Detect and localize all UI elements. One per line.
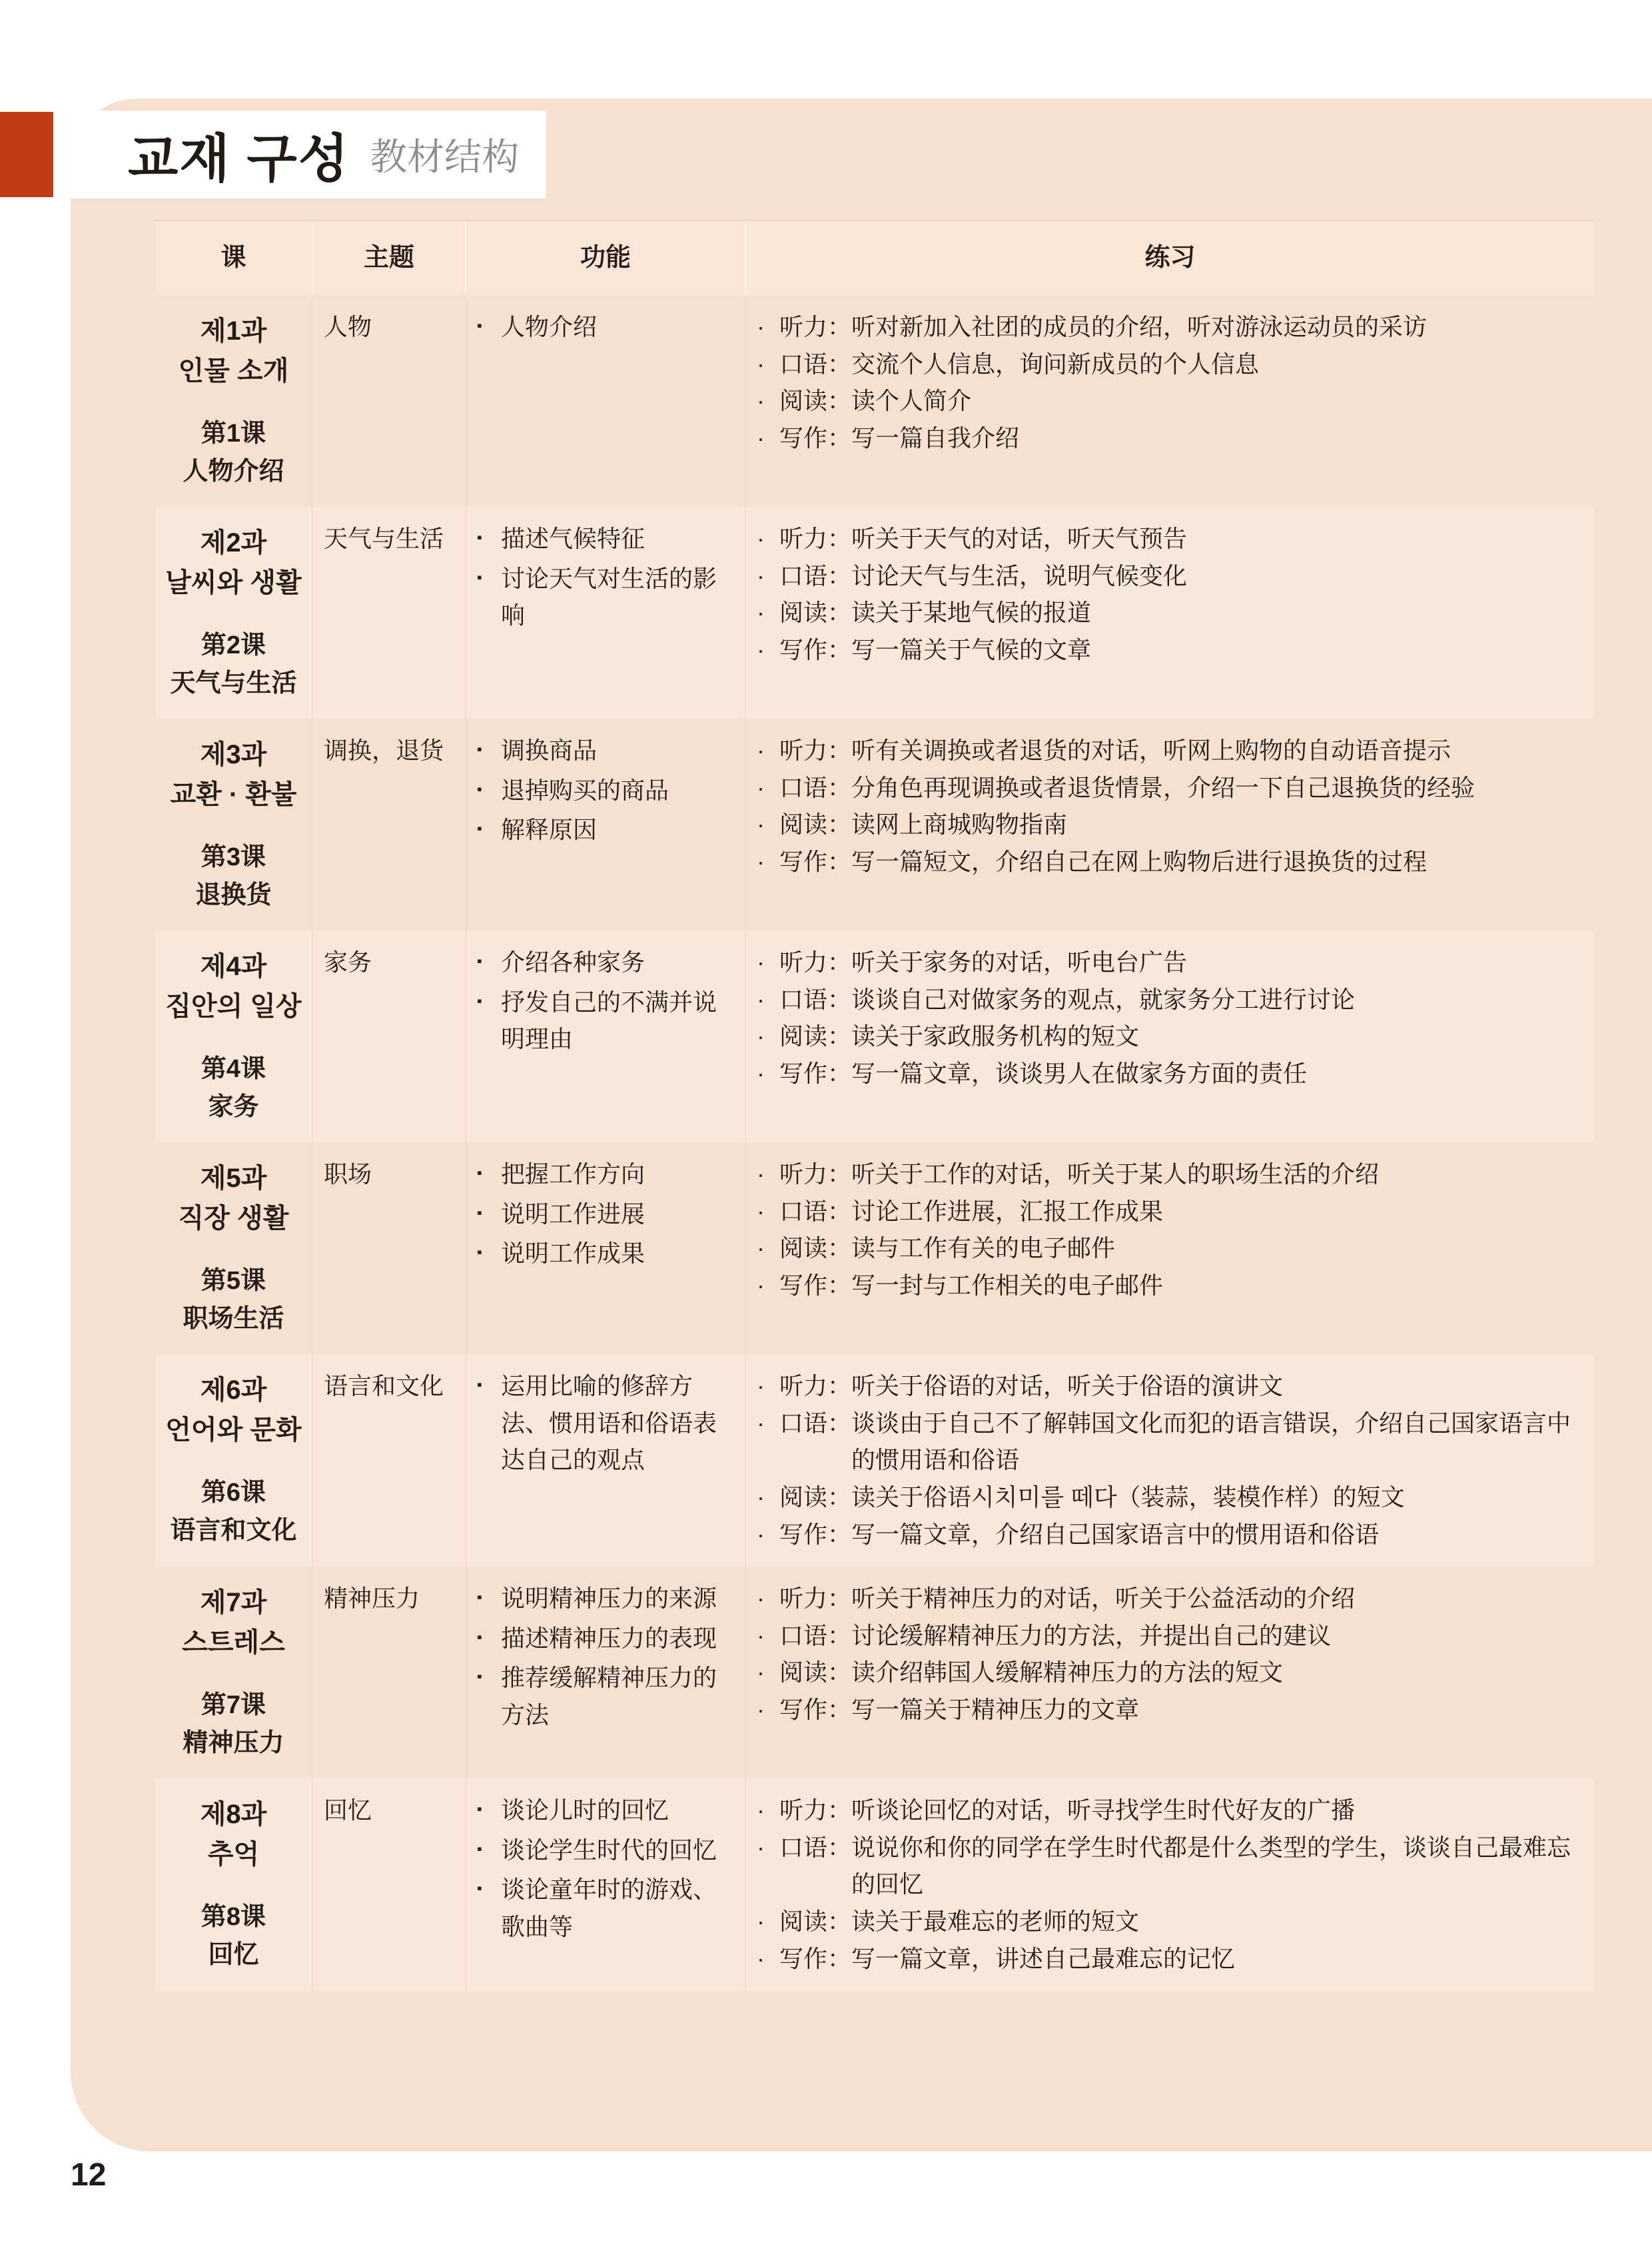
lesson-title-korean	[165, 1370, 301, 1450]
dot-bullet-icon: ·	[757, 1409, 765, 1437]
lesson-title-korean	[201, 1794, 267, 1874]
lesson-ko-line: 교환 · 환불	[170, 779, 297, 809]
square-bullet-icon: ▪	[477, 740, 482, 757]
function-item: ▪ 讨论天气对生活的影响	[477, 560, 734, 635]
dot-bullet-icon: ·	[757, 1197, 765, 1225]
dot-bullet-icon: ·	[757, 1659, 765, 1686]
exercise-description: 写一篇关于精神压力的文章	[851, 1696, 1140, 1724]
function-item: ▪ 谈论童年时的游戏、歌曲等	[477, 1871, 734, 1946]
exercise-item	[757, 732, 1583, 769]
exercise-item	[757, 1903, 1583, 1940]
exercise-item	[757, 308, 1583, 346]
exercise-description: 写一篇自我介绍	[851, 424, 1020, 452]
topic-cell: 天气与生活	[313, 507, 466, 719]
table-row	[155, 1778, 1594, 1991]
function-item: ▪ 人物介绍	[477, 308, 734, 346]
lesson-title-korean	[179, 311, 289, 391]
column-header-1: 主题	[313, 221, 466, 295]
square-bullet-icon: ▪	[477, 820, 482, 837]
exercise-item	[757, 1617, 1583, 1655]
table-row	[155, 295, 1594, 507]
lesson-ko-line: 제6과	[200, 1375, 267, 1405]
exercise-description: 听有关调换或者退货的对话，听网上购物的自动语音提示	[851, 736, 1451, 764]
exercise-skill-label: 听力：	[779, 948, 852, 976]
exercises-cell	[746, 1354, 1594, 1567]
lesson-cell	[155, 295, 313, 507]
exercise-item	[757, 594, 1583, 631]
exercise-item	[757, 981, 1583, 1018]
exercise-item	[757, 1792, 1583, 1829]
lesson-zh-line: 第2课	[201, 631, 266, 659]
function-item: ▪ 说明精神压力的来源	[477, 1580, 734, 1617]
exercise-description: 读介绍韩国人缓解精神压力的方法的短文	[851, 1659, 1284, 1686]
lesson-ko-line: 날씨와 생활	[165, 567, 302, 597]
dot-bullet-icon: ·	[757, 1945, 765, 1973]
functions-cell	[466, 507, 746, 719]
lesson-ko-line: 스트레스	[182, 1627, 285, 1657]
dot-bullet-icon: ·	[757, 1521, 765, 1549]
exercise-description: 听对新加入社团的成员的介绍，听对游泳运动员的采访	[851, 312, 1428, 340]
exercise-skill-label: 阅读：	[779, 599, 852, 627]
dot-bullet-icon: ·	[757, 1908, 765, 1936]
square-bullet-icon: ▪	[477, 568, 482, 585]
table-row	[155, 931, 1594, 1142]
exercises-cell	[746, 1142, 1594, 1354]
lesson-zh-line: 职场生活	[183, 1304, 284, 1333]
topic-cell: 回忆	[313, 1778, 466, 1991]
dot-bullet-icon: ·	[757, 599, 765, 627]
dot-bullet-icon: ·	[757, 636, 765, 664]
lesson-title-chinese	[183, 1262, 284, 1338]
exercise-skill-label: 写作：	[779, 1696, 852, 1724]
lesson-title-chinese	[183, 1686, 284, 1762]
exercise-skill-label: 写作：	[779, 1272, 852, 1300]
lesson-ko-line: 제1과	[200, 316, 267, 346]
lesson-ko-line: 언어와 문화	[165, 1415, 302, 1445]
function-item: ▪ 谈论学生时代的回忆	[477, 1832, 734, 1869]
dot-bullet-icon: ·	[757, 736, 765, 764]
square-bullet-icon: ▪	[477, 992, 482, 1009]
exercise-description: 听关于工作的对话，听关于某人的职场生活的介绍	[851, 1160, 1380, 1188]
lesson-ko-line: 직장 생활	[178, 1203, 289, 1233]
exercise-item	[757, 1055, 1583, 1092]
lesson-zh-line: 第5课	[201, 1266, 266, 1295]
square-bullet-icon: ▪	[477, 1880, 482, 1897]
exercise-description: 写一篇关于气候的文章	[851, 636, 1092, 664]
lesson-zh-line: 精神压力	[183, 1728, 284, 1757]
exercise-item	[757, 346, 1583, 383]
exercise-item	[757, 1516, 1583, 1553]
function-item: ▪ 谈论儿时的回忆	[477, 1792, 734, 1829]
exercise-description: 听关于精神压力的对话，听关于公益活动的介绍	[851, 1584, 1356, 1612]
lesson-cell	[155, 931, 313, 1142]
exercise-description: 听关于俗语的对话，听关于俗语的演讲文	[851, 1371, 1284, 1399]
exercise-skill-label: 口语：	[779, 1197, 852, 1225]
function-item: ▪ 调换商品	[477, 732, 734, 769]
exercise-item	[757, 1829, 1583, 1904]
functions-cell	[466, 719, 746, 931]
lesson-title-chinese	[201, 1050, 266, 1126]
exercise-skill-label: 写作：	[779, 1945, 852, 1973]
topic-cell: 语言和文化	[313, 1354, 466, 1567]
lesson-zh-line: 第6课	[201, 1479, 266, 1507]
exercise-skill-label: 听力：	[779, 1796, 852, 1824]
topic-cell: 精神压力	[313, 1567, 466, 1778]
lesson-ko-line: 제7과	[200, 1587, 267, 1617]
lesson-title-korean	[170, 735, 296, 815]
table-header-row	[155, 221, 1594, 295]
exercise-skill-label: 听力：	[779, 312, 852, 340]
page-title	[53, 111, 546, 198]
exercise-skill-label: 听力：	[779, 1584, 852, 1612]
exercise-description: 听关于天气的对话，听天气预告	[851, 524, 1188, 552]
square-bullet-icon: ▪	[477, 952, 482, 969]
exercise-description: 读与工作有关的电子邮件	[851, 1234, 1116, 1262]
function-item: ▪ 把握工作方向	[477, 1156, 734, 1193]
exercise-description: 谈谈自己对做家务的观点，就家务分工进行讨论	[851, 985, 1356, 1013]
dot-bullet-icon: ·	[757, 524, 765, 552]
square-bullet-icon: ▪	[477, 1668, 482, 1685]
square-bullet-icon: ▪	[477, 1244, 482, 1261]
lesson-zh-line: 第4课	[201, 1054, 266, 1083]
square-bullet-icon: ▪	[477, 1800, 482, 1817]
function-item: ▪ 运用比喻的修辞方法、惯用语和俗语表达自己的观点	[477, 1367, 734, 1479]
exercise-skill-label: 写作：	[779, 424, 852, 452]
exercise-skill-label: 口语：	[779, 1621, 852, 1649]
dot-bullet-icon: ·	[757, 1060, 765, 1088]
exercise-item	[757, 806, 1583, 843]
lesson-zh-line: 退换货	[195, 881, 272, 909]
exercise-item	[757, 1405, 1583, 1479]
square-bullet-icon: ▪	[477, 1628, 482, 1645]
exercise-item	[757, 1193, 1583, 1230]
structure-table	[155, 220, 1594, 1991]
dot-bullet-icon: ·	[757, 1796, 765, 1824]
page-number: 12	[71, 2157, 107, 2193]
function-item: ▪ 介绍各种家务	[477, 944, 734, 981]
exercise-skill-label: 听力：	[779, 1160, 852, 1188]
lesson-title-chinese	[170, 1474, 296, 1550]
lesson-zh-line: 第8课	[201, 1903, 266, 1932]
functions-cell	[466, 931, 746, 1142]
lesson-cell	[155, 719, 313, 931]
exercise-skill-label: 写作：	[779, 1521, 852, 1549]
square-bullet-icon: ▪	[477, 780, 482, 797]
exercise-item	[757, 382, 1583, 420]
page-title-korean: 교재 구성	[128, 129, 350, 188]
exercise-item	[757, 631, 1583, 669]
lesson-ko-line: 제3과	[200, 739, 267, 769]
dot-bullet-icon: ·	[757, 948, 765, 976]
column-header-0: 课	[155, 221, 313, 295]
table-row	[155, 1567, 1594, 1778]
topic-cell: 职场	[313, 1142, 466, 1354]
exercise-description: 谈谈由于自己不了解韩国文化而犯的语言错误，介绍自己国家语言中的惯用语和俗语	[851, 1409, 1571, 1474]
square-bullet-icon: ▪	[477, 1375, 482, 1393]
lesson-ko-line: 추억	[207, 1840, 260, 1870]
lesson-zh-line: 语言和文化	[170, 1517, 297, 1545]
lesson-cell	[155, 1142, 313, 1354]
exercise-description: 写一篇文章，谈谈男人在做家务方面的责任	[851, 1060, 1308, 1088]
exercise-item	[757, 558, 1583, 595]
function-item: ▪ 推荐缓解精神压力的方法	[477, 1659, 734, 1734]
lesson-ko-line: 제2과	[200, 528, 267, 558]
topic-cell: 人物	[313, 295, 466, 507]
dot-bullet-icon: ·	[757, 811, 765, 839]
square-bullet-icon: ▪	[477, 316, 482, 334]
exercise-skill-label: 口语：	[779, 561, 852, 589]
dot-bullet-icon: ·	[757, 561, 765, 589]
function-item: ▪ 描述精神压力的表现	[477, 1620, 734, 1657]
dot-bullet-icon: ·	[757, 387, 765, 415]
lesson-cell	[155, 507, 313, 719]
exercises-cell	[746, 1567, 1594, 1778]
dot-bullet-icon: ·	[757, 1272, 765, 1300]
function-item: ▪ 说明工作成果	[477, 1235, 734, 1272]
lesson-title-chinese	[170, 627, 296, 703]
exercise-description: 听关于家务的对话，听电台广告	[851, 948, 1188, 976]
exercise-description: 写一篇文章，介绍自己国家语言中的惯用语和俗语	[851, 1521, 1380, 1549]
lesson-ko-line: 제8과	[200, 1800, 267, 1830]
table-row	[155, 1142, 1594, 1354]
exercise-skill-label: 口语：	[779, 1409, 852, 1437]
exercise-item	[757, 1230, 1583, 1267]
dot-bullet-icon: ·	[757, 1696, 765, 1724]
exercise-skill-label: 写作：	[779, 1060, 852, 1088]
exercise-item	[757, 1267, 1583, 1304]
lesson-zh-line: 回忆	[208, 1941, 259, 1970]
dot-bullet-icon: ·	[757, 1483, 765, 1511]
lesson-zh-line: 第7课	[201, 1690, 266, 1719]
lesson-title-korean	[165, 523, 301, 603]
exercise-skill-label: 口语：	[779, 1833, 852, 1861]
lesson-title-korean	[179, 1158, 289, 1238]
exercise-skill-label: 写作：	[779, 848, 852, 876]
exercise-skill-label: 写作：	[779, 636, 852, 664]
dot-bullet-icon: ·	[757, 1833, 765, 1861]
exercise-item	[757, 420, 1583, 457]
dot-bullet-icon: ·	[757, 424, 765, 452]
exercise-skill-label: 阅读：	[779, 1234, 852, 1262]
exercise-item	[757, 1367, 1583, 1405]
topic-cell: 家务	[313, 931, 466, 1142]
exercise-description: 分角色再现调换或者退货情景，介绍一下自己退换货的经验	[851, 773, 1475, 801]
exercise-item	[757, 1691, 1583, 1728]
exercise-skill-label: 阅读：	[779, 1022, 852, 1050]
table-row	[155, 507, 1594, 719]
column-header-3: 练习	[1144, 244, 1196, 272]
exercises-cell	[746, 507, 1594, 719]
lesson-zh-line: 天气与生活	[170, 669, 297, 697]
table-row	[155, 719, 1594, 931]
dot-bullet-icon: ·	[757, 1621, 765, 1649]
exercise-skill-label: 听力：	[779, 1371, 852, 1399]
exercise-item	[757, 843, 1583, 881]
function-item: ▪ 抒发自己的不满并说明理由	[477, 984, 734, 1058]
exercise-skill-label: 口语：	[779, 773, 852, 801]
exercise-description: 写一篇文章，讲述自己最难忘的记忆	[851, 1945, 1236, 1973]
exercise-description: 读个人简介	[851, 387, 972, 415]
function-item: ▪ 描述气候特征	[477, 520, 734, 558]
exercise-skill-label: 阅读：	[779, 387, 852, 415]
exercise-description: 读关于俗语시치미를 떼다（装蒜，装模作样）的短文	[851, 1483, 1405, 1511]
function-item: ▪ 解释原因	[477, 811, 734, 849]
lesson-ko-line: 제5과	[200, 1163, 267, 1193]
exercise-description: 说说你和你的同学在学生时代都是什么类型的学生，谈谈自己最难忘的回忆	[851, 1833, 1571, 1898]
exercise-item	[757, 944, 1583, 981]
exercise-item	[757, 1654, 1583, 1691]
square-bullet-icon: ▪	[477, 1840, 482, 1857]
function-item: ▪ 退掉购买的商品	[477, 772, 734, 809]
dot-bullet-icon: ·	[757, 312, 765, 340]
lesson-ko-line: 집안의 일상	[165, 991, 302, 1021]
exercise-skill-label: 阅读：	[779, 1908, 852, 1936]
exercise-description: 读网上商城购物指南	[851, 811, 1068, 839]
exercise-description: 写一篇短文，介绍自己在网上购物后进行退换货的过程	[851, 848, 1428, 876]
dot-bullet-icon: ·	[757, 1234, 765, 1262]
column-header-2: 功能	[466, 221, 746, 295]
exercise-description: 交流个人信息，询问新成员的个人信息	[851, 350, 1260, 378]
exercises-cell	[746, 295, 1594, 507]
square-bullet-icon: ▪	[477, 528, 482, 546]
function-item: ▪ 说明工作进展	[477, 1196, 734, 1233]
exercise-skill-label: 听力：	[779, 736, 852, 764]
lesson-cell	[155, 1778, 313, 1991]
exercise-item	[757, 1940, 1583, 1978]
exercises-cell	[746, 1778, 1594, 1991]
functions-cell	[466, 295, 746, 507]
exercise-skill-label: 阅读：	[779, 1659, 852, 1686]
dot-bullet-icon: ·	[757, 848, 765, 876]
lesson-zh-line: 家务	[208, 1092, 259, 1121]
dot-bullet-icon: ·	[757, 350, 765, 378]
exercise-item	[757, 1018, 1583, 1055]
functions-cell	[466, 1142, 746, 1354]
exercise-skill-label: 阅读：	[779, 1483, 852, 1511]
exercise-skill-label: 听力：	[779, 524, 852, 552]
exercise-item	[757, 1479, 1583, 1516]
dot-bullet-icon: ·	[757, 1371, 765, 1399]
exercise-description: 读关于某地气候的报道	[851, 599, 1092, 627]
exercise-skill-label: 阅读：	[779, 811, 852, 839]
dot-bullet-icon: ·	[757, 1584, 765, 1612]
exercise-description: 讨论天气与生活，说明气候变化	[851, 561, 1188, 589]
functions-cell	[466, 1354, 746, 1567]
table-row	[155, 1354, 1594, 1567]
lesson-title-korean	[165, 946, 301, 1026]
lesson-ko-line: 제4과	[200, 951, 267, 981]
square-bullet-icon: ▪	[477, 1204, 482, 1221]
exercise-description: 讨论缓解精神压力的方法，并提出自己的建议	[851, 1621, 1332, 1649]
functions-cell	[466, 1567, 746, 1778]
exercises-cell	[746, 719, 1594, 931]
exercise-description: 读关于家政服务机构的短文	[851, 1022, 1140, 1050]
exercise-skill-label: 口语：	[779, 350, 852, 378]
lesson-title-chinese	[195, 839, 271, 915]
exercise-skill-label: 口语：	[779, 985, 852, 1013]
lesson-cell	[155, 1354, 313, 1567]
square-bullet-icon: ▪	[477, 1588, 482, 1605]
lesson-title-chinese	[183, 415, 284, 491]
page-title-chinese: 教材结构	[370, 136, 520, 178]
functions-cell	[466, 1778, 746, 1991]
dot-bullet-icon: ·	[757, 985, 765, 1013]
dot-bullet-icon: ·	[757, 1022, 765, 1050]
exercise-item	[757, 1580, 1583, 1617]
lesson-cell	[155, 1567, 313, 1778]
square-bullet-icon: ▪	[477, 1164, 482, 1181]
exercise-description: 听谈论回忆的对话，听寻找学生时代好友的广播	[851, 1796, 1356, 1824]
exercises-cell	[746, 931, 1594, 1142]
dot-bullet-icon: ·	[757, 1160, 765, 1188]
dot-bullet-icon: ·	[757, 773, 765, 801]
lesson-zh-line: 第1课	[201, 419, 266, 448]
lesson-title-chinese	[201, 1898, 266, 1974]
exercise-description: 写一封与工作相关的电子邮件	[851, 1272, 1164, 1300]
exercise-item	[757, 1156, 1583, 1193]
exercise-item	[757, 520, 1583, 558]
lesson-ko-line: 인물 소개	[178, 356, 289, 386]
exercise-description: 读关于最难忘的老师的短文	[851, 1908, 1140, 1936]
lesson-zh-line: 第3课	[201, 843, 266, 871]
exercise-item	[757, 769, 1583, 807]
exercise-description: 讨论工作进展，汇报工作成果	[851, 1197, 1164, 1225]
topic-cell: 调换，退货	[313, 719, 466, 931]
lesson-zh-line: 人物介绍	[183, 457, 284, 486]
lesson-title-korean	[182, 1583, 285, 1663]
